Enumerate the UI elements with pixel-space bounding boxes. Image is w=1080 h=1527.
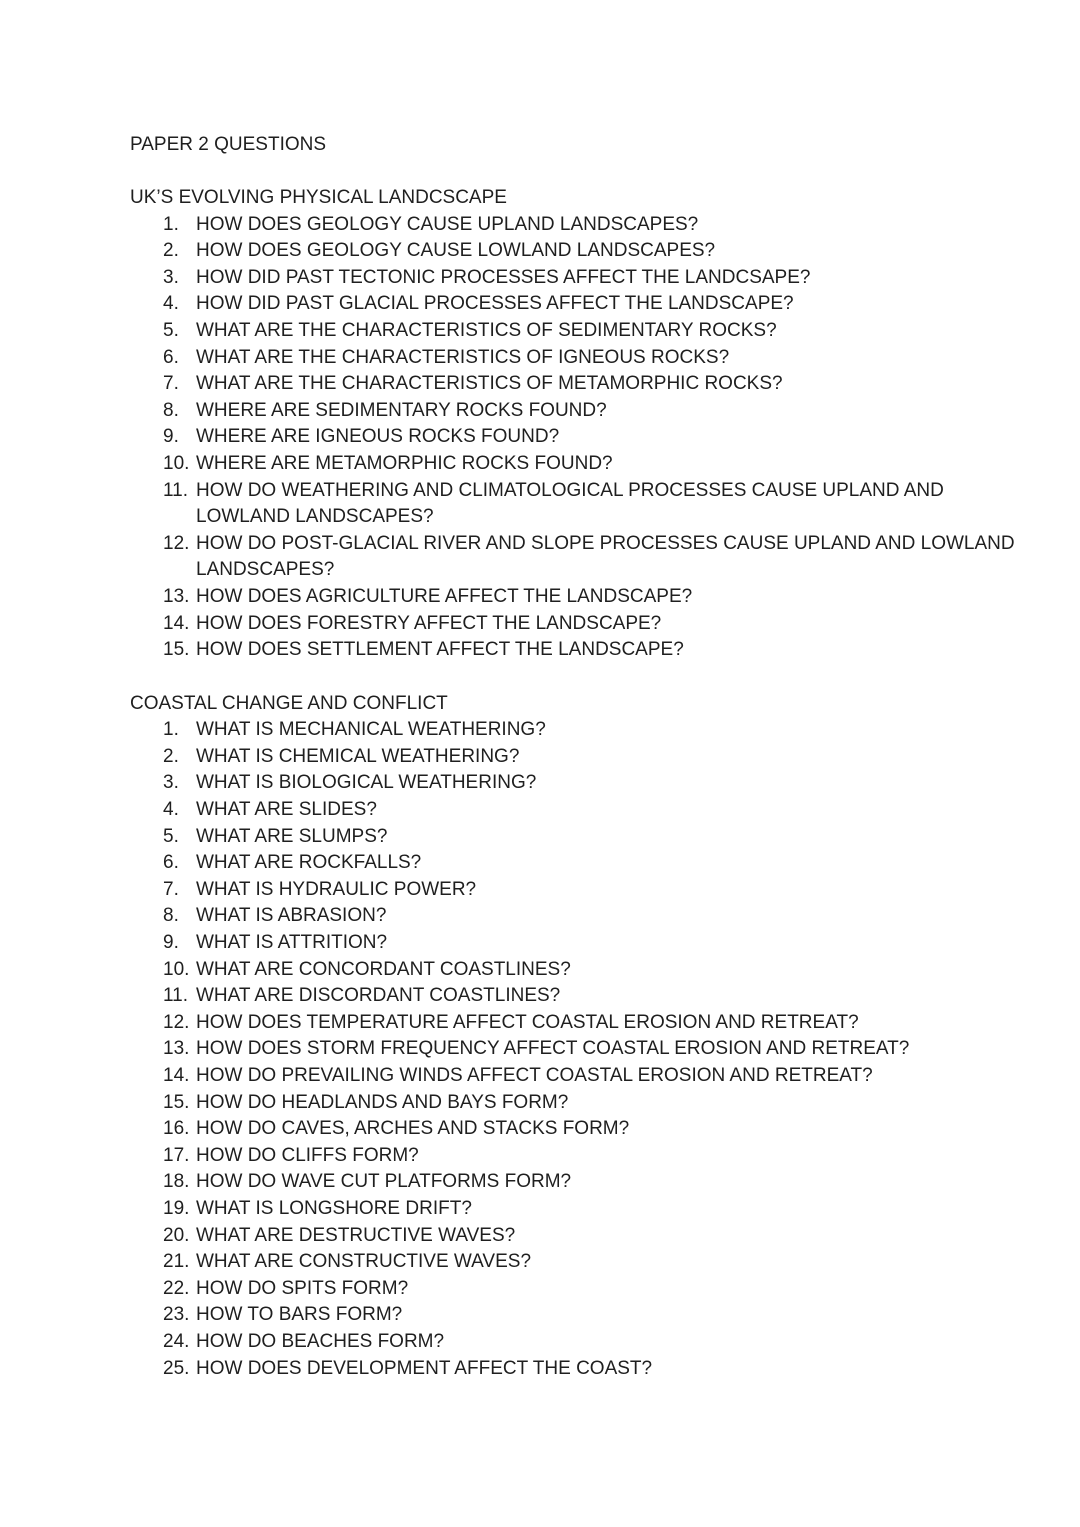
question-item xyxy=(130,238,1030,265)
question-text: HOW DO WEATHERING AND CLIMATOLOGICAL PROCESSES CAUSE UPLAND AND LOWLAND LANDSCAPES? xyxy=(196,479,944,528)
question-item xyxy=(130,1249,1030,1276)
question-number: 13. xyxy=(163,585,190,607)
question-number: 8. xyxy=(163,399,179,421)
question-number: 15. xyxy=(163,1091,190,1113)
question-item xyxy=(130,983,1030,1010)
question-number: 21. xyxy=(163,1251,190,1273)
question-text: WHAT ARE DISCORDANT COASTLINES? xyxy=(196,985,561,1007)
question-number: 23. xyxy=(163,1304,190,1326)
question-item xyxy=(130,637,1030,664)
question-text: HOW DOES TEMPERATURE AFFECT COASTAL EROSION AND RETREAT? xyxy=(196,1011,859,1033)
question-item xyxy=(130,1356,1030,1383)
section-heading: COASTAL CHANGE AND CONFLICT xyxy=(130,692,448,714)
question-number: 3. xyxy=(163,266,179,288)
question-text: WHAT ARE SLUMPS? xyxy=(196,825,388,847)
question-item xyxy=(130,1276,1030,1303)
sections-container xyxy=(130,185,1030,1382)
question-number: 6. xyxy=(163,346,179,368)
question-number: 13. xyxy=(163,1038,190,1060)
question-text: WHAT IS HYDRAULIC POWER? xyxy=(196,878,477,900)
question-text: WHAT ARE THE CHARACTERISTICS OF IGNEOUS ROCKS? xyxy=(196,346,730,368)
question-number: 25. xyxy=(163,1357,190,1379)
question-number: 7. xyxy=(163,878,179,900)
question-item xyxy=(130,1329,1030,1356)
question-item xyxy=(130,584,1030,611)
question-item xyxy=(130,398,1030,425)
question-text: WHAT ARE THE CHARACTERISTICS OF SEDIMENTARY ROCKS? xyxy=(196,319,777,341)
question-list xyxy=(130,717,1030,1382)
question-number: 4. xyxy=(163,293,179,315)
question-item xyxy=(130,212,1030,239)
question-item xyxy=(130,1143,1030,1170)
question-text: WHERE ARE IGNEOUS ROCKS FOUND? xyxy=(196,426,560,448)
question-item xyxy=(130,318,1030,345)
section-heading: UK’S EVOLVING PHYSICAL LANDCSCAPE xyxy=(130,187,507,208)
question-item xyxy=(130,1010,1030,1037)
question-item xyxy=(130,717,1030,744)
question-item xyxy=(130,345,1030,372)
question-item xyxy=(130,1223,1030,1250)
question-number: 17. xyxy=(163,1144,190,1166)
question-text: HOW DO HEADLANDS AND BAYS FORM? xyxy=(196,1091,569,1113)
question-item xyxy=(130,744,1030,771)
question-item xyxy=(130,531,1030,584)
question-number: 10. xyxy=(163,958,190,980)
question-text: HOW DO BEACHES FORM? xyxy=(196,1330,445,1352)
question-text: WHAT IS LONGSHORE DRIFT? xyxy=(196,1197,472,1219)
question-number: 18. xyxy=(163,1171,190,1193)
question-number: 2. xyxy=(163,240,179,262)
question-number: 8. xyxy=(163,905,179,927)
question-section-1 xyxy=(130,185,1030,664)
question-text: WHAT IS ABRASION? xyxy=(196,905,387,927)
question-number: 14. xyxy=(163,1065,190,1086)
question-number: 11. xyxy=(163,479,189,501)
question-text: HOW DOES DEVELOPMENT AFFECT THE COAST? xyxy=(196,1357,653,1379)
question-number: 14. xyxy=(163,612,190,634)
question-number: 22. xyxy=(163,1277,190,1299)
question-text: HOW DOES GEOLOGY CAUSE LOWLAND LANDSCAPES? xyxy=(196,240,716,262)
question-list xyxy=(130,212,1030,664)
question-item xyxy=(130,1063,1030,1090)
question-text: WHAT IS BIOLOGICAL WEATHERING? xyxy=(196,772,537,794)
question-item xyxy=(130,797,1030,824)
question-text: WHAT ARE SLIDES? xyxy=(196,799,377,821)
question-text: WHAT IS MECHANICAL WEATHERING? xyxy=(196,719,546,741)
question-text: HOW DOES STORM FREQUENCY AFFECT COASTAL EROSION AND RETREAT? xyxy=(196,1038,910,1060)
question-text: HOW DOES AGRICULTURE AFFECT THE LANDSCAPE? xyxy=(196,585,693,607)
question-item xyxy=(130,957,1030,984)
question-text: WHAT ARE CONCORDANT COASTLINES? xyxy=(196,958,571,980)
question-number: 20. xyxy=(163,1224,190,1246)
question-number: 24. xyxy=(163,1330,190,1352)
question-text: HOW DO POST-GLACIAL RIVER AND SLOPE PROCESSES CAUSE UPLAND AND LOWLAND LANDSCAPES? xyxy=(196,532,1015,581)
question-item xyxy=(130,1090,1030,1117)
question-item xyxy=(130,1116,1030,1143)
document-page xyxy=(130,132,1030,1382)
question-number: 5. xyxy=(163,825,179,847)
question-number: 15. xyxy=(163,639,190,661)
question-item xyxy=(130,877,1030,904)
question-number: 4. xyxy=(163,799,179,821)
question-number: 5. xyxy=(163,319,179,341)
question-item xyxy=(130,850,1030,877)
question-text: HOW DO CAVES, ARCHES AND STACKS FORM? xyxy=(196,1118,630,1140)
question-item xyxy=(130,903,1030,930)
question-number: 6. xyxy=(163,852,179,874)
question-text: HOW DOES GEOLOGY CAUSE UPLAND LANDSCAPES? xyxy=(196,213,699,235)
question-item xyxy=(130,611,1030,638)
question-text: WHAT ARE DESTRUCTIVE WAVES? xyxy=(196,1224,516,1246)
question-item xyxy=(130,451,1030,478)
question-number: 12. xyxy=(163,532,190,554)
question-number: 1. xyxy=(163,213,179,235)
question-text: HOW DO PREVAILING WINDS AFFECT COASTAL EROSION AND RETREAT? xyxy=(196,1065,873,1086)
question-number: 19. xyxy=(163,1197,190,1219)
question-item xyxy=(130,1196,1030,1223)
question-item xyxy=(130,1169,1030,1196)
question-number: 3. xyxy=(163,772,179,794)
question-text: HOW DO WAVE CUT PLATFORMS FORM? xyxy=(196,1171,572,1193)
question-number: 1. xyxy=(163,719,179,741)
question-text: WHERE ARE SEDIMENTARY ROCKS FOUND? xyxy=(196,399,607,421)
question-section-2 xyxy=(130,691,1030,1382)
question-number: 7. xyxy=(163,373,179,395)
question-number: 9. xyxy=(163,426,179,448)
question-text: HOW DO CLIFFS FORM? xyxy=(196,1144,419,1166)
question-item xyxy=(130,1036,1030,1063)
question-text: HOW DID PAST GLACIAL PROCESSES AFFECT THE LANDSCAPE? xyxy=(196,293,794,315)
question-text: HOW DOES SETTLEMENT AFFECT THE LANDSCAPE? xyxy=(196,639,684,661)
question-text: HOW DO SPITS FORM? xyxy=(196,1277,409,1299)
question-item xyxy=(130,478,1030,531)
question-item xyxy=(130,930,1030,957)
question-text: HOW DID PAST TECTONIC PROCESSES AFFECT THE LANDCSAPE? xyxy=(196,266,811,288)
question-number: 11. xyxy=(163,985,189,1007)
question-text: WHAT ARE THE CHARACTERISTICS OF METAMORPHIC ROCKS? xyxy=(196,373,783,395)
question-text: WHAT IS CHEMICAL WEATHERING? xyxy=(196,745,520,767)
question-item xyxy=(130,770,1030,797)
question-item xyxy=(130,291,1030,318)
question-item xyxy=(130,1302,1030,1329)
question-text: WHAT ARE CONSTRUCTIVE WAVES? xyxy=(196,1251,532,1273)
question-item xyxy=(130,424,1030,451)
question-number: 10. xyxy=(163,452,190,474)
question-number: 9. xyxy=(163,932,179,954)
question-text: WHAT ARE ROCKFALLS? xyxy=(196,852,422,874)
question-text: WHAT IS ATTRITION? xyxy=(196,932,388,954)
document-title: PAPER 2 QUESTIONS xyxy=(130,134,327,155)
question-item xyxy=(130,265,1030,292)
question-text: WHERE ARE METAMORPHIC ROCKS FOUND? xyxy=(196,452,613,474)
question-item xyxy=(130,371,1030,398)
question-text: HOW TO BARS FORM? xyxy=(196,1304,403,1326)
question-item xyxy=(130,824,1030,851)
question-number: 12. xyxy=(163,1011,190,1033)
question-number: 2. xyxy=(163,745,179,767)
question-text: HOW DOES FORESTRY AFFECT THE LANDSCAPE? xyxy=(196,612,662,634)
question-number: 16. xyxy=(163,1118,190,1140)
